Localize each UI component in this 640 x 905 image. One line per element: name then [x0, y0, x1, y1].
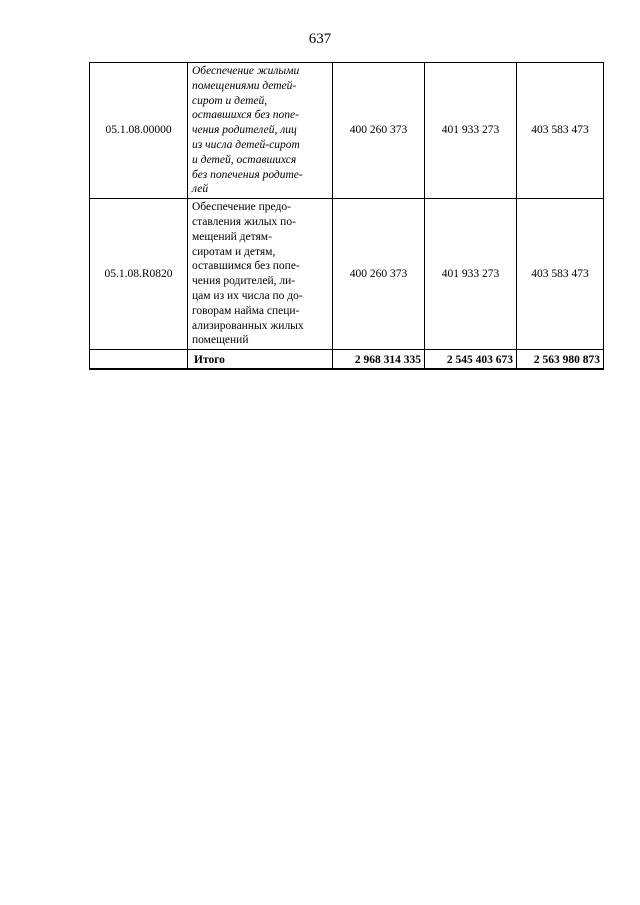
row-name-line: лей	[192, 183, 209, 196]
row-value-1: 400 260 373	[333, 63, 425, 199]
row-name-line: и детей, оставшихся	[192, 153, 297, 166]
row-name-line: помещениями детей-	[192, 79, 297, 92]
total-label: Итого	[188, 350, 333, 370]
row-value-3: 403 583 473	[517, 63, 604, 199]
row-name	[188, 63, 333, 199]
row-name-line: помещений	[192, 334, 249, 347]
budget-table	[89, 62, 604, 370]
row-value-2: 401 933 273	[425, 63, 517, 199]
row-name-line: из числа детей-сирот	[192, 138, 300, 151]
table-row	[90, 199, 604, 350]
row-value-3: 403 583 473	[517, 199, 604, 350]
row-value-2: 401 933 273	[425, 199, 517, 350]
row-name-line: Обеспечение жилыми	[192, 65, 300, 77]
row-value-1: 400 260 373	[333, 199, 425, 350]
row-code: 05.1.08.R0820	[90, 199, 188, 350]
row-name-line: цам из их числа по до-	[192, 289, 303, 302]
row-name	[188, 199, 333, 350]
row-name-line: сирот и детей,	[192, 94, 268, 107]
row-name-line: без попечения родите-	[192, 168, 303, 181]
row-name-line: сиротам и детям,	[192, 245, 276, 258]
row-code: 05.1.08.00000	[90, 63, 188, 199]
table-row	[90, 63, 604, 199]
page-number: 637	[308, 31, 332, 47]
row-name-line: чения родителей, лиц	[192, 124, 297, 137]
row-name-line: ализированных жилых	[192, 319, 304, 332]
total-value-2: 2 545 403 673	[425, 350, 517, 370]
total-value-3: 2 563 980 873	[517, 350, 604, 370]
row-name-line: говорам найма специ-	[192, 304, 300, 317]
row-name-line: чения родителей, ли-	[192, 275, 296, 288]
row-name-line: оставшихся без попе-	[192, 109, 299, 122]
row-name-line: мещений детям-	[192, 230, 272, 243]
row-name-line: ставления жилых по-	[192, 215, 296, 228]
total-row	[90, 350, 604, 370]
total-code-empty	[90, 350, 188, 370]
total-value-1: 2 968 314 335	[333, 350, 425, 370]
row-name-line: Обеспечение предо-	[192, 201, 291, 214]
row-name-line: оставшимся без попе-	[192, 260, 300, 273]
